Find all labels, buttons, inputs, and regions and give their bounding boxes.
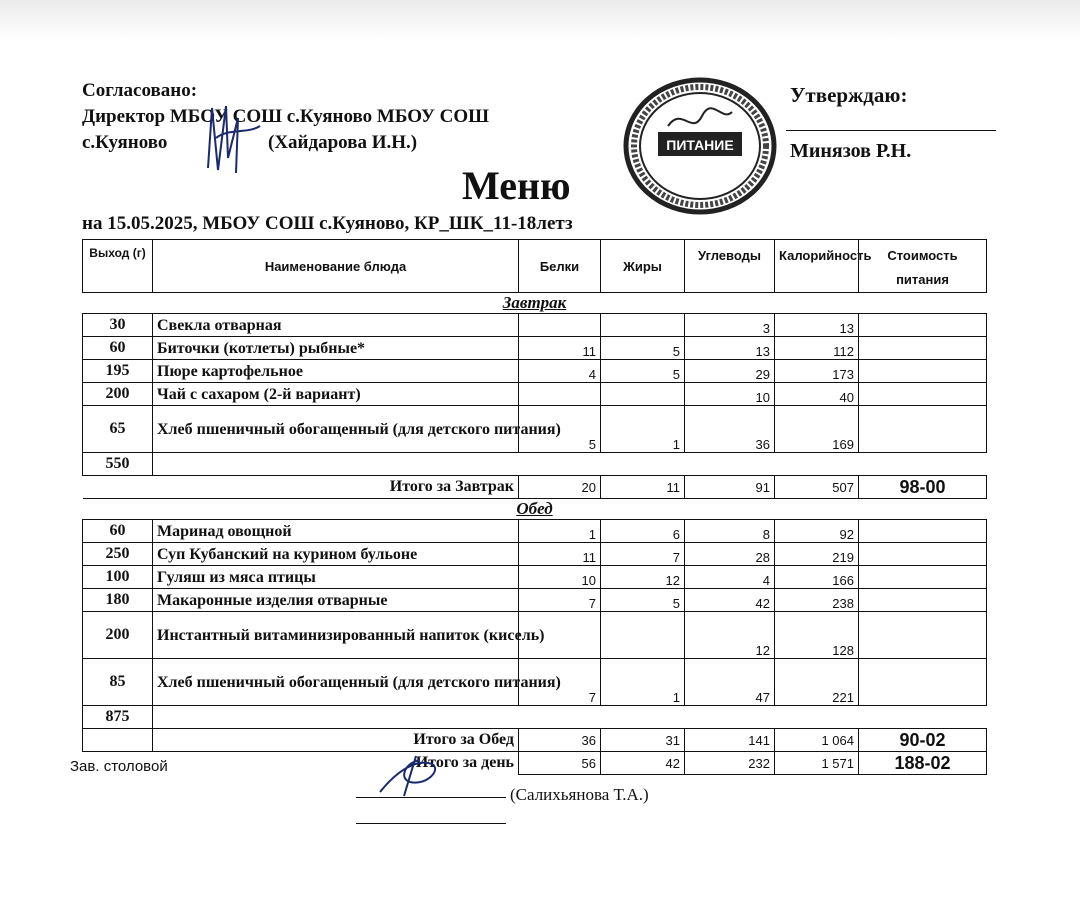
row-name: Гуляш из мяса птицы [153,566,519,589]
row-cost [859,566,987,589]
row-cost [859,520,987,543]
row-calories: 128 [775,612,859,659]
lunch-out-total-row [83,706,987,729]
cook-label: Зав. столовой [70,758,168,775]
total-carbs: 91 [685,476,775,499]
row-protein [519,383,601,406]
page-title: Меню [462,163,571,208]
section-breakfast [83,293,987,314]
total-calories: 1 571 [775,752,859,775]
header-fat: Жиры [601,240,685,293]
row-fat: 1 [601,659,685,706]
row-carbs: 36 [685,406,775,453]
row-protein: 5 [519,406,601,453]
row-fat: 12 [601,566,685,589]
director-signature [198,98,268,178]
row-carbs: 13 [685,337,775,360]
row-protein: 10 [519,566,601,589]
row-name: Суп Кубанский на курином бульоне [153,543,519,566]
row-calories: 13 [775,314,859,337]
header-cost: Стоимость питания [859,240,987,293]
total-protein: 20 [519,476,601,499]
row-carbs: 10 [685,383,775,406]
total-fat: 11 [601,476,685,499]
breakfast-total-row [83,476,987,499]
scan-shadow [0,0,1080,40]
row-cost [859,612,987,659]
total-protein: 56 [519,752,601,775]
row-calories: 221 [775,659,859,706]
lunch-total-row [83,729,987,752]
row-cost [859,659,987,706]
day-total-row [83,752,987,775]
cook-name: (Салихьянова Т.А.) [510,785,649,804]
row-out: 30 [83,314,153,337]
row-fat: 5 [601,360,685,383]
row-fat [601,612,685,659]
header-calories: Калорийность [775,240,859,293]
table-header-row [83,240,987,293]
minister-name: Минязов Р.Н. [790,140,912,162]
row-fat: 6 [601,520,685,543]
row-out: 180 [83,589,153,612]
row-protein: 1 [519,520,601,543]
breakfast-total-label: Итого за Завтрак [83,476,519,499]
row-fat: 7 [601,543,685,566]
row-carbs: 8 [685,520,775,543]
total-cost: 90-02 [859,729,987,752]
section-title: Обед [83,499,987,520]
confirm-signature-line [786,130,996,131]
table-row [83,360,987,383]
cook-signature [376,752,446,798]
row-carbs: 12 [685,612,775,659]
row-protein: 7 [519,659,601,706]
row-calories: 112 [775,337,859,360]
row-calories: 169 [775,406,859,453]
row-calories: 219 [775,543,859,566]
row-name: Хлеб пшеничный обогащенный (для детского питания) [153,659,519,706]
row-protein: 11 [519,543,601,566]
table-row [83,337,987,360]
header-name: Наименование блюда [153,240,519,293]
row-name: Пюре картофельное [153,360,519,383]
row-carbs: 42 [685,589,775,612]
header-protein: Белки [519,240,601,293]
seal-text: ПИТАНИЕ [666,137,734,153]
confirm-label: Утверждаю: [790,83,908,107]
row-fat [601,383,685,406]
row-cost [859,589,987,612]
row-out: 195 [83,360,153,383]
row-cost [859,360,987,383]
row-out: 200 [83,383,153,406]
row-protein [519,314,601,337]
cook-signature-line [356,797,506,798]
row-name: Свекла отварная [153,314,519,337]
table-row [83,612,987,659]
day-total-label: Итого за день [83,752,519,775]
row-protein: 7 [519,589,601,612]
table-row [83,406,987,453]
total-carbs: 232 [685,752,775,775]
row-name: Инстантный витаминизированный напиток (кисель) [153,612,519,659]
row-calories: 92 [775,520,859,543]
row-out: 250 [83,543,153,566]
village-label: с.Куяново [82,132,168,153]
row-carbs: 3 [685,314,775,337]
section-lunch [83,499,987,520]
row-name: Хлеб пшеничный обогащенный (для детского питания) [153,406,519,453]
row-carbs: 47 [685,659,775,706]
breakfast-out-total-row [83,453,987,476]
section-title: Завтрак [83,293,987,314]
header-carbs: Углеводы [685,240,775,293]
row-calories: 238 [775,589,859,612]
total-protein: 36 [519,729,601,752]
row-calories: 40 [775,383,859,406]
total-cost: 98-00 [859,476,987,499]
breakfast-total-out: 550 [83,453,153,476]
row-name: Макаронные изделия отварные [153,589,519,612]
table-row [83,314,987,337]
row-out: 65 [83,406,153,453]
row-out: 85 [83,659,153,706]
row-cost [859,543,987,566]
row-out: 60 [83,337,153,360]
director-name: (Хайдарова И.Н.) [268,132,418,153]
row-out: 100 [83,566,153,589]
page-subtitle: на 15.05.2025, МБОУ СОШ с.Куяново, КР_ШК_11-18летз [82,213,573,234]
row-carbs: 28 [685,543,775,566]
total-fat: 31 [601,729,685,752]
row-cost [859,337,987,360]
row-name: Маринад овощной [153,520,519,543]
row-fat: 5 [601,337,685,360]
row-fat: 1 [601,406,685,453]
row-out: 60 [83,520,153,543]
row-out: 200 [83,612,153,659]
director-line: Директор МБОУ СОШ с.Куяново МБОУ СОШ [82,106,490,127]
lunch-total-label: Итого за Обед [153,729,519,752]
row-name: Биточки (котлеты) рыбные* [153,337,519,360]
header-out: Выход (г) [83,240,153,293]
row-calories: 173 [775,360,859,383]
row-carbs: 29 [685,360,775,383]
row-fat: 5 [601,589,685,612]
row-cost [859,314,987,337]
approved-label: Согласовано: [82,80,198,101]
table-row [83,659,987,706]
row-name: Чай с сахаром (2-й вариант) [153,383,519,406]
table-row [83,566,987,589]
cook-date-line [356,823,506,824]
total-carbs: 141 [685,729,775,752]
row-cost [859,406,987,453]
total-fat: 42 [601,752,685,775]
lunch-total-out: 875 [83,706,153,729]
total-calories: 1 064 [775,729,859,752]
row-carbs: 4 [685,566,775,589]
row-calories: 166 [775,566,859,589]
organization-seal [622,76,778,216]
table-row [83,543,987,566]
row-protein: 11 [519,337,601,360]
table-row [83,520,987,543]
total-cost: 188-02 [859,752,987,775]
total-calories: 507 [775,476,859,499]
row-protein: 4 [519,360,601,383]
row-cost [859,383,987,406]
table-row [83,589,987,612]
row-fat [601,314,685,337]
menu-table [82,239,987,775]
table-row [83,383,987,406]
